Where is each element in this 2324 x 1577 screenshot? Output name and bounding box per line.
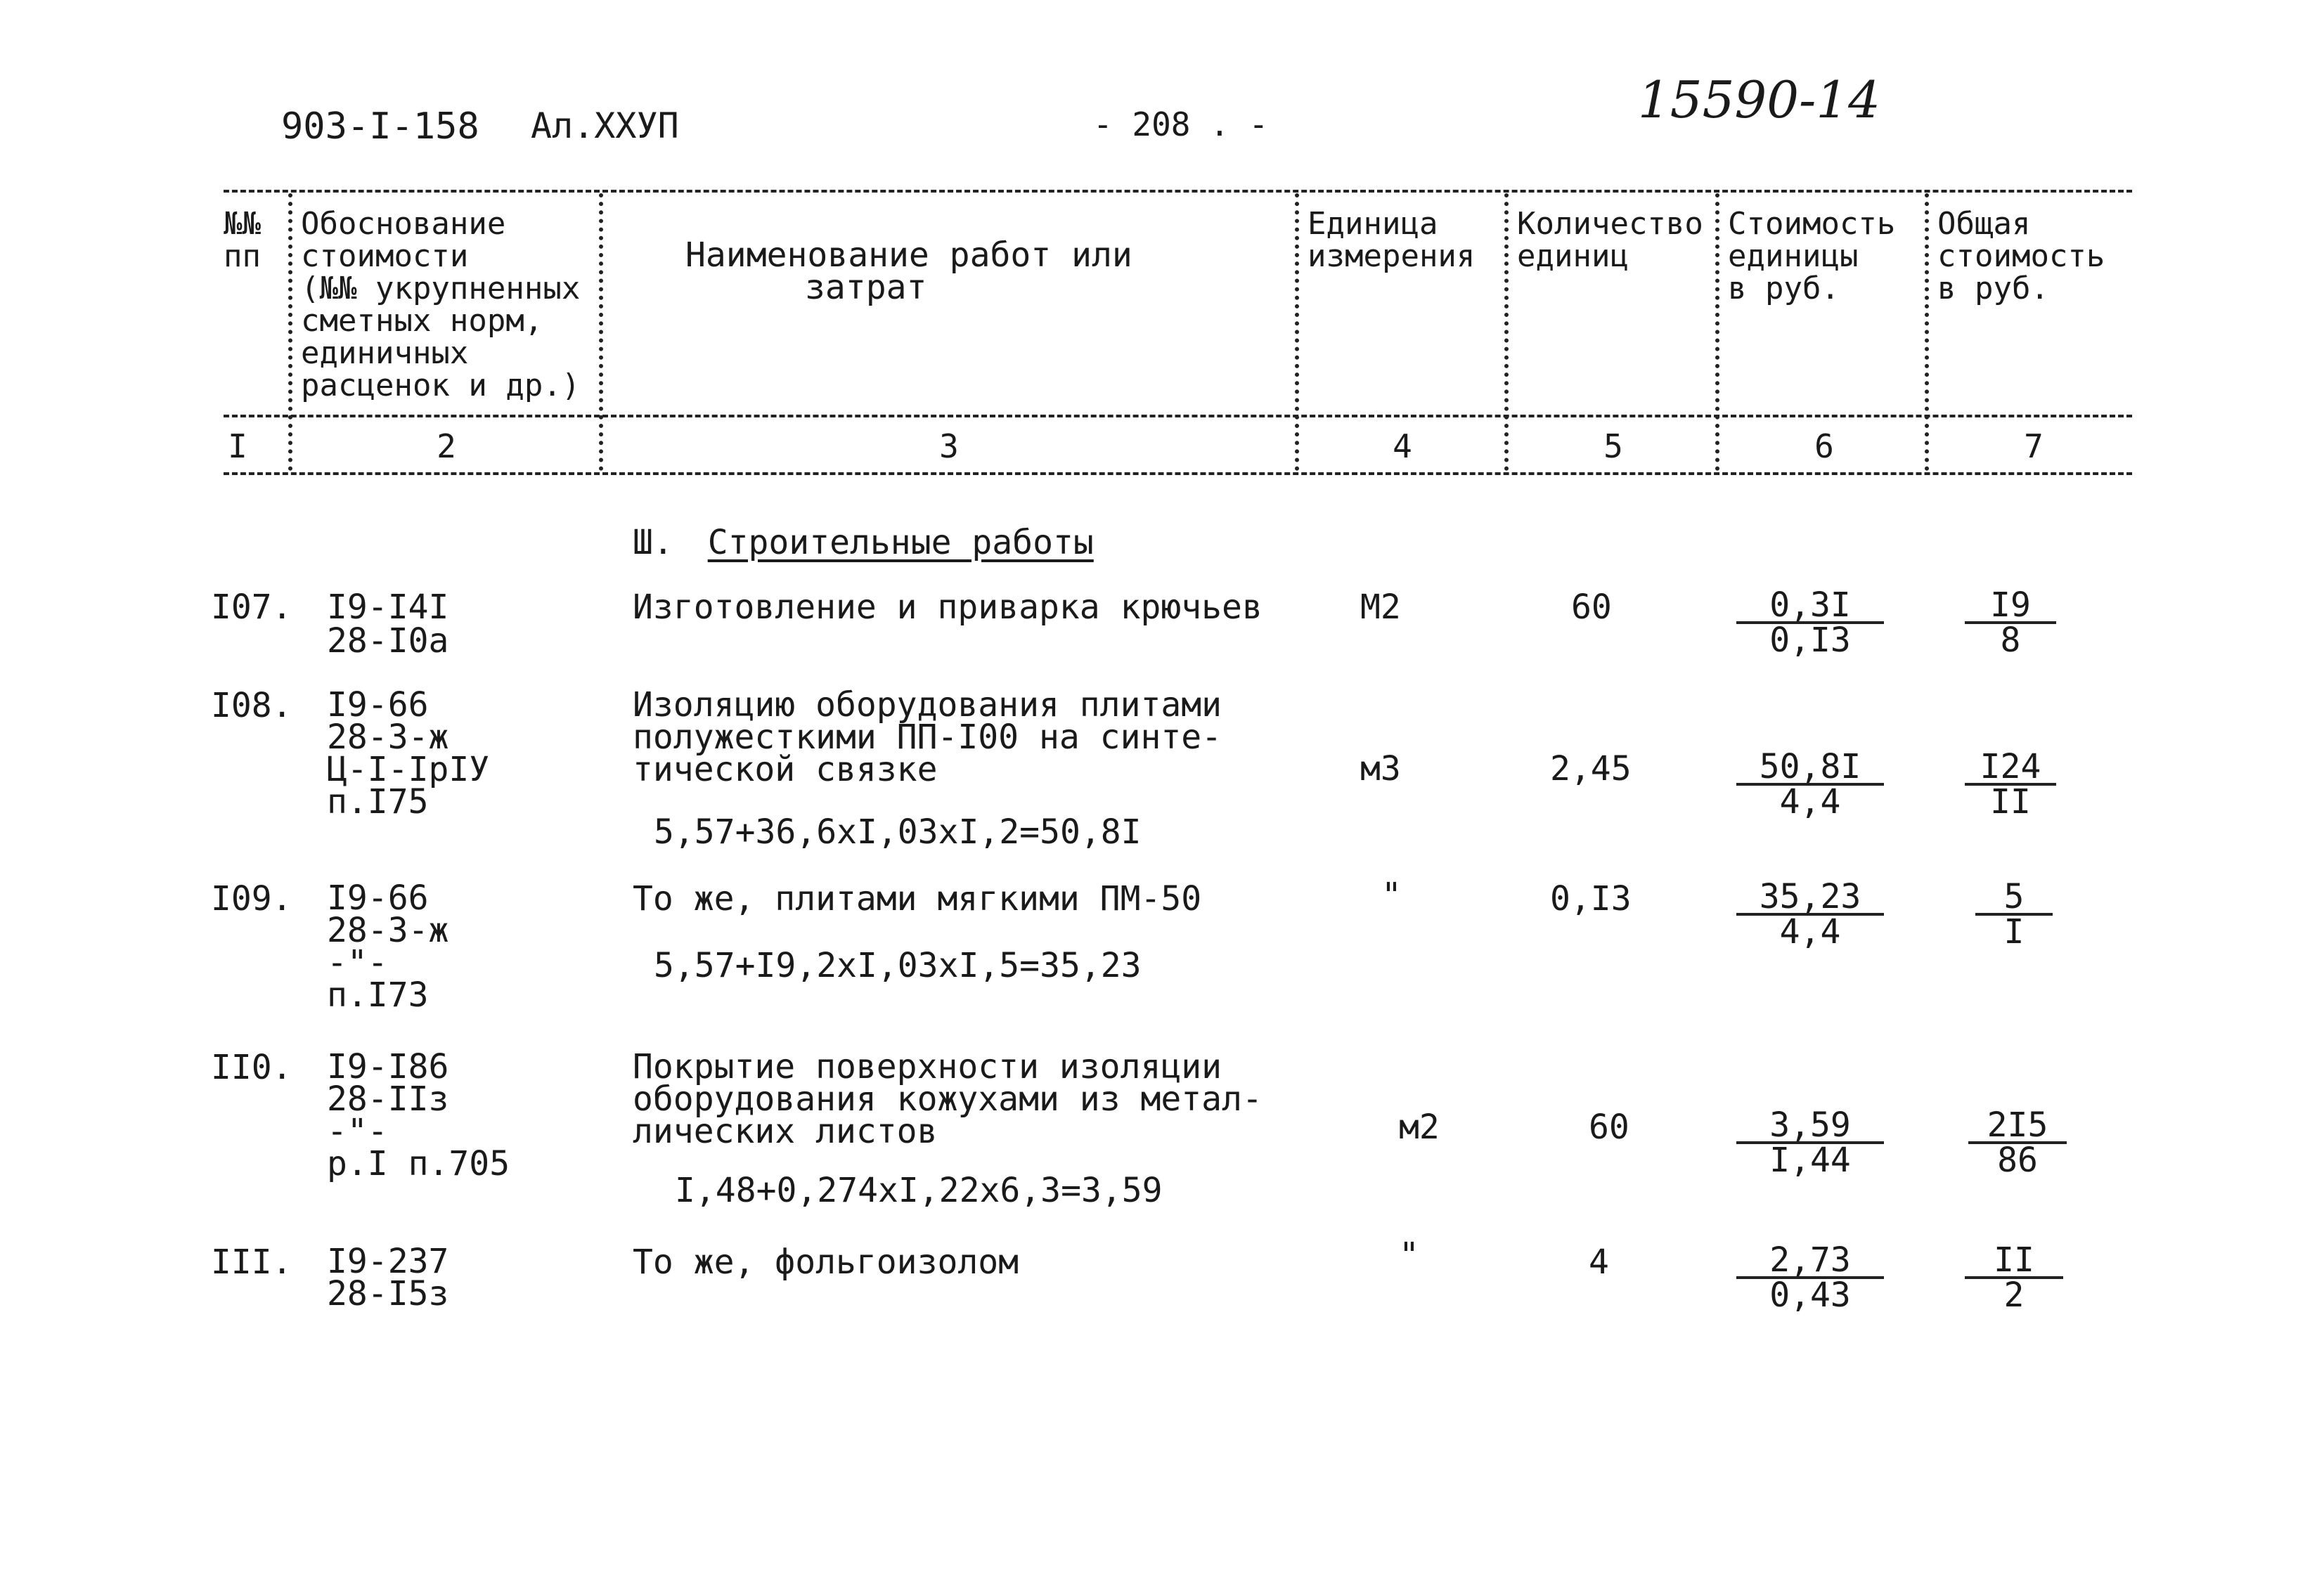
row-unit-cost: $\frac{2,73}{0,43}$: [1736, 1244, 1884, 1311]
column-separator: [599, 193, 603, 471]
column-separator: [1295, 193, 1299, 471]
handwritten-code: 15590-14: [1638, 70, 1880, 129]
row-name: То же, плитами мягкими ПМ-50: [633, 879, 1202, 919]
column-number: 5: [1603, 427, 1623, 465]
column-separator: [1715, 193, 1719, 471]
column-number: 4: [1393, 427, 1412, 465]
row-name: То же, фольгоизолом: [633, 1242, 1019, 1282]
row-total-cost: $\frac{I9}{8}$: [1965, 589, 2056, 656]
header-divider-rule: [224, 415, 2132, 417]
section-heading: Ш. Строительные работы: [633, 523, 1094, 562]
row-quantity: 0,I3: [1550, 879, 1632, 919]
row-total-cost: $\frac{I24}{II}$: [1965, 751, 2056, 818]
row-unit: М2: [1360, 588, 1401, 627]
column-number: 6: [1814, 427, 1834, 465]
header-col-3: Наименование работ или затрат: [685, 235, 1132, 307]
table-top-rule: [224, 190, 2132, 193]
header-col-1: №№ пп: [224, 206, 261, 274]
column-number-rule: [224, 472, 2132, 475]
page-number: - 208 . -: [1093, 105, 1269, 143]
row-total-cost: $\frac{2I5}{86}$: [1968, 1109, 2067, 1176]
row-total-cost: $\frac{5}{I}$: [1975, 881, 2053, 948]
row-quantity: 4: [1589, 1242, 1609, 1282]
row-calculation: 5,57+I9,2хI,03хI,5=35,23: [654, 946, 1142, 985]
row-name: Изготовление и приварка крючьев: [633, 588, 1263, 627]
column-number: 3: [939, 427, 959, 465]
row-unit-cost: $\frac{3,59}{I,44}$: [1736, 1109, 1884, 1176]
row-number: II0.: [211, 1048, 292, 1087]
row-quantity: 60: [1589, 1108, 1629, 1147]
row-number: III.: [211, 1242, 292, 1282]
row-total-cost: $\frac{II}{2}$: [1965, 1244, 2063, 1311]
row-quantity: 60: [1571, 588, 1612, 627]
row-basis: I9-66 28-3-ж Ц-I-IрIУ п.I75: [327, 685, 490, 822]
header-col-6: Стоимость единицы в руб.: [1728, 206, 1896, 306]
row-basis: I9-66 28-3-ж -"- п.I73: [327, 878, 449, 1015]
row-basis: I9-237 28-I5з: [327, 1242, 449, 1313]
row-unit-cost: $\frac{0,3I}{0,I3}$: [1736, 589, 1884, 656]
row-name: Изоляцию оборудования плитами полужесткими ПП-I00 на синте- тической связке: [633, 685, 1222, 789]
row-unit: м3: [1360, 749, 1401, 788]
row-basis: I9-I86 28-IIз -"- р.I п.705: [327, 1047, 510, 1183]
row-calculation: I,48+0,274хI,22х6,3=3,59: [675, 1171, 1163, 1210]
header-col-4: Единица измерения: [1308, 206, 1476, 274]
header-col-5: Количество единиц: [1517, 206, 1703, 274]
row-number: I09.: [211, 879, 292, 919]
column-number: 7: [2024, 427, 2044, 465]
header-col-7: Общая стоимость в руб.: [1937, 206, 2105, 306]
column-separator: [1504, 193, 1509, 471]
column-separator: [288, 193, 292, 471]
row-quantity: 2,45: [1550, 749, 1632, 788]
row-basis: I9-I4I 28-I0a: [327, 588, 449, 661]
row-unit-cost: $\frac{35,23}{4,4}$: [1736, 881, 1884, 948]
document-code: 903-I-158: [281, 105, 479, 148]
column-number: I: [228, 427, 247, 465]
header-col-2: Обоснование стоимости (№№ укрупненных сметных норм, единичных расценок и др.): [301, 206, 581, 403]
column-number: 2: [437, 427, 456, 465]
row-unit: ": [1399, 1235, 1419, 1275]
row-calculation: 5,57+36,6хI,03хI,2=50,8I: [654, 812, 1142, 852]
row-unit: м2: [1399, 1108, 1440, 1147]
album-number: Ал.XXУП: [531, 105, 679, 146]
row-number: I08.: [211, 686, 292, 725]
row-unit-cost: $\frac{50,8I}{4,4}$: [1736, 751, 1884, 818]
row-number: I07.: [211, 588, 292, 627]
row-unit: ": [1381, 876, 1402, 915]
row-name: Покрытие поверхности изоляции оборудования кожухами из метал- лических листов: [633, 1047, 1263, 1151]
